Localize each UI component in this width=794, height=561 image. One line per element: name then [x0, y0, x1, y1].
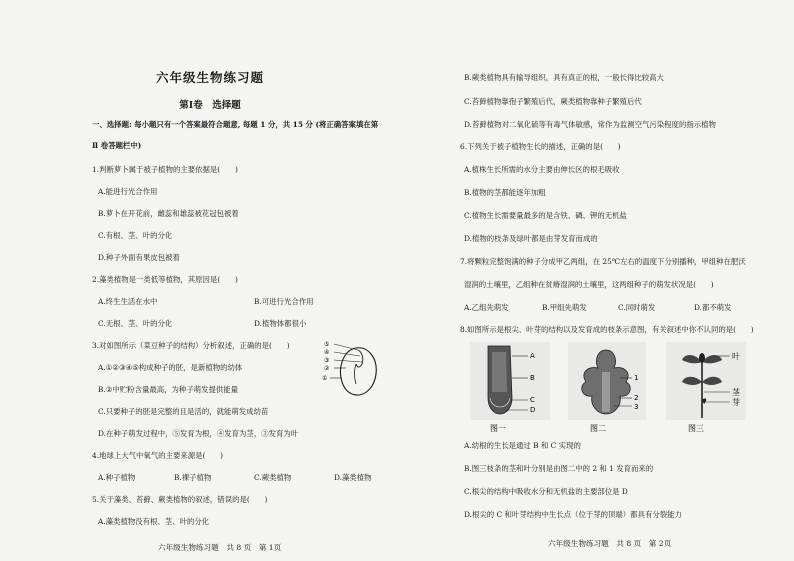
seed-label-5: ⑤	[324, 341, 330, 348]
section-title: 第Ⅰ卷 选择题	[179, 100, 241, 111]
option-8a: A.幼根的生长是通过 B 和 C 实现的	[464, 441, 581, 450]
option-3c: C.只要种子的胚是完整的且是活的，就能萌发成幼苗	[98, 407, 269, 416]
question-2: 2.藻类植物是一类低等植物，其原因是( )	[92, 275, 238, 284]
page-title: 六年级生物练习题	[155, 70, 264, 85]
question-3: 3.对如图所示（菜豆种子的结构）分析叙述，正确的是( )	[92, 341, 290, 350]
option-2d: D.植物体都很小	[254, 319, 307, 328]
question-8: 8.如图所示是根尖、叶芽的结构以及发育成的枝条示意图，有关叙述中你不认同的是( )	[460, 325, 754, 334]
instruction-line-1: 一、选择题: 每小题只有一个答案最符合题意, 每题 1 分，共 15 分 (将正确答案填在第	[92, 120, 379, 129]
seed-label-1: ①	[322, 375, 328, 382]
option-1b: B.萝卜在开花前，雌蕊和雄蕊被花冠包被着	[98, 209, 239, 218]
option-3a: A.①②③④⑤构成种子的胚，是新植物的幼体	[98, 363, 243, 372]
page-footer-left: 六年级生物练习题 共 8 页 第 1页	[158, 543, 282, 552]
question-5: 5.关于藻类、苔藓、蕨类植物的叙述，错误的是( )	[92, 495, 268, 504]
option-7b: B.甲组先萌发	[542, 303, 587, 312]
option-1a: A.能进行光合作用	[98, 187, 158, 196]
option-8d: D.根尖的 C 和叶芽结构中生长点（位于芽的顶端）都具有分裂能力	[464, 510, 682, 519]
option-3b: B.②中贮粉含量最高，为种子萌发提供能量	[98, 385, 239, 394]
branch-figure	[666, 342, 746, 433]
option-5a: A.藻类植物没有根、茎、叶的分化	[98, 517, 210, 526]
fig3-label-bud: 芽	[732, 398, 740, 407]
root-bud-figures	[470, 342, 770, 434]
fig1-label-b: B	[530, 374, 535, 382]
fig1-caption: 图一	[490, 424, 506, 433]
leaf-bud-figure	[568, 342, 646, 433]
fig1-label-d: D	[530, 406, 536, 414]
fig3-caption: 图三	[688, 424, 704, 433]
instruction-line-2: Ⅱ 卷答题栏中)	[92, 141, 142, 150]
root-tip-figure	[470, 342, 550, 433]
seed-label-2: ②	[324, 365, 330, 372]
option-3d: D.在种子萌发过程中，⑤发育为根，④发育为茎，③发育为叶	[98, 429, 299, 438]
option-4d: D.藻类植物	[334, 473, 372, 482]
bean-seed-figure	[322, 338, 390, 400]
fig2-label-3: 3	[634, 403, 639, 411]
option-5d: D.苔藓植物对二氧化硫等有毒气体敏感，常作为监测空气污染程度的指示植物	[464, 120, 716, 129]
option-1c: C.有根、茎、叶的分化	[98, 231, 173, 240]
page-right	[430, 0, 794, 561]
option-7a: A.乙组先萌发	[464, 303, 509, 312]
option-4b: B.裸子植物	[174, 473, 212, 482]
page-footer-right: 六年级生物练习题 共 8 页 第 2页	[548, 539, 672, 548]
option-6d: D.植物的枝条及绿叶都是由芽发育而成的	[464, 234, 598, 243]
question-7-line-1: 7.将颗粒完整饱满的种子分成甲乙两组，在 25℃左右的温度下分别播种，甲组种在肥沃	[460, 257, 746, 266]
seed-label-4: ④	[324, 349, 330, 356]
option-6b: B.植物的茎都能逐年加粗	[464, 188, 546, 197]
fig1-label-c: C	[530, 396, 535, 404]
question-1: 1.判断萝卜属于被子植物的主要依据是( )	[92, 165, 238, 174]
fig1-label-a: A	[530, 352, 535, 360]
fig2-label-1: 1	[634, 374, 639, 382]
option-8c: C.根尖的结构中吸收水分和无机盐的主要部位是 D	[464, 487, 628, 496]
question-6: 6.下列关于被子植物生长的描述，正确的是( )	[460, 142, 621, 151]
option-4c: C.蕨类植物	[254, 473, 292, 482]
fig2-label-2: 2	[634, 394, 639, 402]
option-5b: B.蕨类植物具有输导组织，具有真正的根，一般长得比较高大	[464, 73, 664, 82]
option-2b: B.可进行光合作用	[254, 297, 314, 306]
option-1d: D.种子外面有果皮包被着	[98, 253, 180, 262]
fig2-caption: 图二	[590, 424, 606, 433]
option-4a: A.种子植物	[98, 473, 136, 482]
option-2c: C.无根、茎、叶的分化	[98, 319, 173, 328]
option-7d: D.都不萌发	[694, 303, 732, 312]
option-2a: A.终生生活在水中	[98, 297, 158, 306]
option-7c: C.同时萌发	[618, 303, 656, 312]
fig3-label-leaf: 叶	[732, 352, 740, 361]
option-5c: C.苔藓植物靠孢子繁殖后代，蕨类植物靠种子繁殖后代	[464, 97, 642, 106]
fig3-label-stem: 茎	[732, 388, 740, 397]
seed-label-3: ③	[324, 357, 330, 364]
option-6c: C.植物生长需要量最多的是含铁、磷、钾的无机盐	[464, 211, 627, 220]
question-4: 4.地球上大气中氧气的主要来源是( )	[92, 451, 224, 460]
question-7-line-2: 湿润的土壤里，乙组种在贫瘠湿润的土壤里，这两组种子的萌发状况是( )	[464, 280, 714, 289]
option-6a: A.植株生长所需的水分主要由伸长区的根毛吸收	[464, 165, 620, 174]
option-8b: B.图三枝条的茎和叶分别是由图二中的 2 和 1 发育而来的	[464, 464, 654, 473]
